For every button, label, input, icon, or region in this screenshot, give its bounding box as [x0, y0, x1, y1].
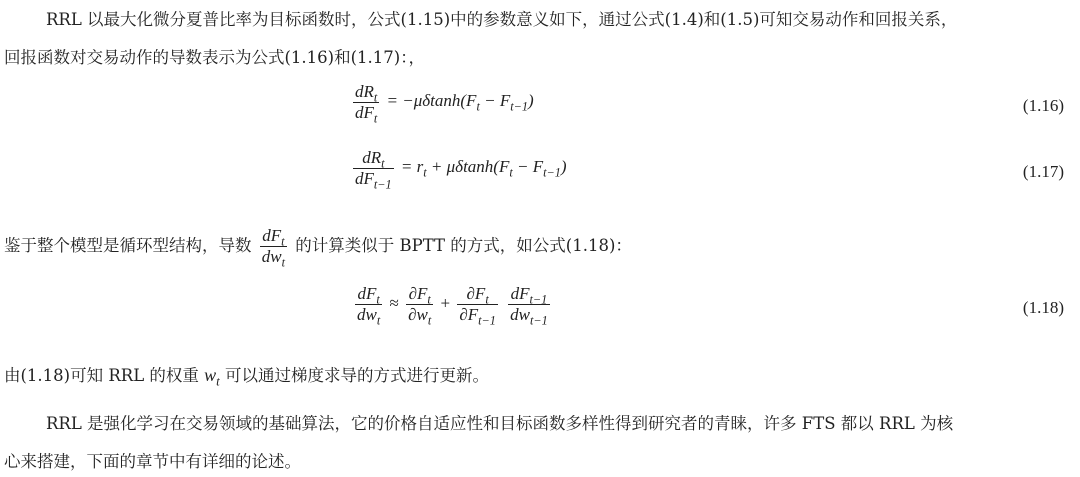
paragraph-6: 心来搭建，下面的章节中有详细的论述。 — [4, 452, 301, 471]
paragraph-3: 鉴于整个模型是循环型结构，导数 $\frac{dF_t}{dw_t}$ 的计算类似于 BPTT 的方式，如公式(1.18)： — [4, 226, 632, 269]
eq117-lhs-fraction: $\frac{dR_t}{dF_{t-1}}$ — [355, 148, 392, 191]
plus-sign: + — [440, 293, 451, 313]
equation-number-1-16: (1.16) — [1022, 96, 1064, 115]
paragraph-4: 由(1.18)可知 RRL 的权重 $w_t$ 可以通过梯度求导的方式进行更新。 — [4, 365, 490, 389]
equation-number-1-18: (1.18) — [1022, 298, 1064, 317]
equation-1-17 — [350, 148, 567, 189]
paragraph-5: RRL 是强化学习在交易领域的基础算法，它的价格自适应性和目标函数多样性得到研究者的青睐，许多 FTS 都以 RRL 为核 — [46, 414, 954, 433]
inline-derivative-dFdw: $\frac{dF_t}{dw_t}$ — [261, 226, 285, 269]
eq116-rhs: = $-\mu\delta\tanh(F_t - F_{t-1})$ — [386, 91, 534, 114]
eq118-fraction-2: $\frac{\partial F_t}{\partial w_t}$ — [408, 284, 432, 327]
eq118-fraction-4: $\frac{dF_{t-1}}{dw_{t-1}}$ — [510, 284, 548, 327]
approx-sign: ≈ — [389, 293, 399, 313]
eq116-lhs-fraction: $\frac{dR_t}{dF_t}$ — [355, 82, 378, 125]
equation-number-1-17: (1.17) — [1022, 162, 1064, 181]
eq118-fraction-1: $\frac{dF_t}{dw_t}$ — [357, 284, 381, 327]
paragraph-2: 回报函数对交易动作的导数表示为公式(1.16)和(1.17)：， — [4, 48, 425, 67]
inline-weight-symbol: $w_t$ — [204, 365, 220, 389]
eq118-fraction-3: $\frac{\partial F_t}{\partial F_{t-1}}$ — [459, 284, 496, 327]
eq117-rhs: = $r_t + \mu\delta\tanh(F_t - F_{t-1})$ — [400, 157, 567, 180]
equation-1-18 — [352, 284, 553, 325]
equation-1-16 — [350, 82, 534, 123]
paragraph-1: RRL 以最大化微分夏普比率为目标函数时，公式(1.15)中的参数意义如下，通过公式(1.4)和(1.5)可知交易动作和回报关系， — [46, 10, 958, 29]
